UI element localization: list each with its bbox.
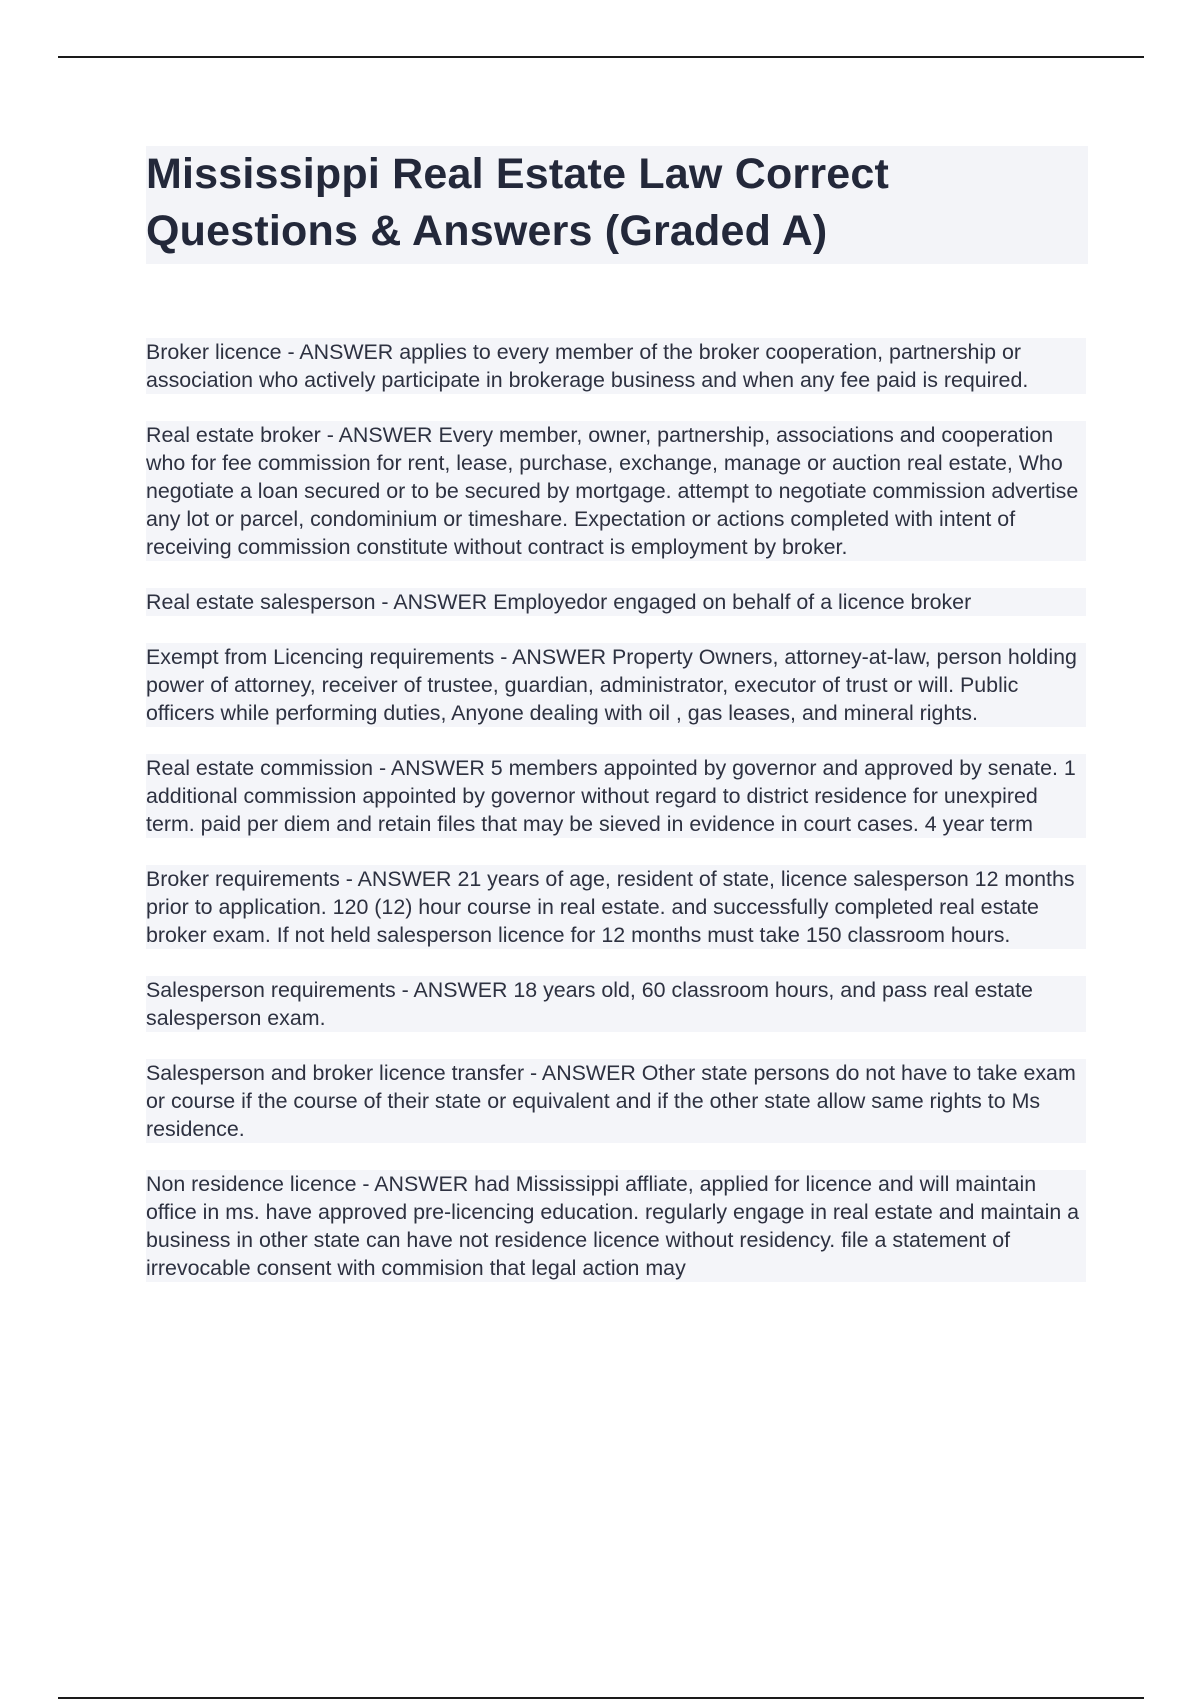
qa-list xyxy=(146,338,1086,1309)
qa-item-broker-requirements: Broker requirements - ANSWER 21 years of age, resident of state, licence salesperson 12 months prior to application. 120 (12) hour course in real estate. and successfully completed real estate broker exam. If not held salesperson licence for 12 months must take 150 classroom hours. xyxy=(146,865,1086,949)
qa-item-salesperson-requirements: Salesperson requirements - ANSWER 18 years old, 60 classroom hours, and pass real estate salesperson exam. xyxy=(146,976,1086,1032)
title-block xyxy=(146,146,1088,264)
qa-item-real-estate-commission: Real estate commission - ANSWER 5 members appointed by governor and approved by senate. 1 additional commission appointed by governor without regard to district residence for unexpired term. paid per diem and retain files that may be sieved in evidence in court cases. 4 year term xyxy=(146,754,1086,838)
footer-rule xyxy=(58,1697,1144,1699)
qa-item-real-estate-salesperson: Real estate salesperson - ANSWER Employedor engaged on behalf of a licence broker xyxy=(146,588,1086,616)
page-title: Mississippi Real Estate Law Correct Questions & Answers (Graded A) xyxy=(146,150,890,255)
qa-item-real-estate-broker: Real estate broker - ANSWER Every member, owner, partnership, associations and cooperation who for fee commission for rent, lease, purchase, exchange, manage or auction real estate, Who negotiate a loan secured or to be secured by mortgage. attempt to negotiate commission advertise any lot or parcel, condominium or timeshare. Expectation or actions completed with intent of receiving commission constitute without contract is employment by broker. xyxy=(146,421,1086,561)
header-rule xyxy=(58,56,1144,58)
qa-item-non-residence-licence: Non residence licence - ANSWER had Mississippi affliate, applied for licence and will maintain office in ms. have approved pre-licencing education. regularly engage in real estate and maintain a business in other state can have not residence licence without residency. file a statement of irrevocable consent with commision that legal action may xyxy=(146,1170,1086,1282)
qa-item-licence-transfer: Salesperson and broker licence transfer - ANSWER Other state persons do not have to take exam or course if the course of their state or equivalent and if the other state allow same rights to Ms residence. xyxy=(146,1059,1086,1143)
qa-item-exempt-from-licencing: Exempt from Licencing requirements - ANSWER Property Owners, attorney-at-law, person holding power of attorney, receiver of trustee, guardian, administrator, executor of trust or will. Public officers while performing duties, Anyone dealing with oil , gas leases, and mineral rights. xyxy=(146,643,1086,727)
qa-item-broker-licence: Broker licence - ANSWER applies to every member of the broker cooperation, partnership or association who actively participate in brokerage business and when any fee paid is required. xyxy=(146,338,1086,394)
